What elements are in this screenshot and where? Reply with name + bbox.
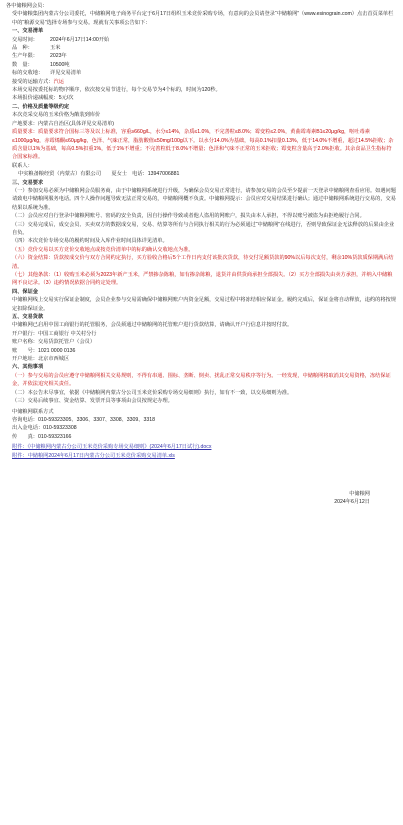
value-quantity: 10500吨: [50, 61, 70, 68]
intro-paragraph: 受中储粮集团内蒙古分公司委托，中储粮网电子商务平台定于6月17日组织玉米竞价采购专场，有意向的会员请登录“中储粮网”（www.esinograin.com）点击首页菜单栏中的“粮源交易”选择专场参与交易。现就有关事项公告如下：: [12, 11, 394, 26]
trade-req-2: （二）会员应对自行登录中储粮网账号、密码的安全负责，因自行操作导致或者他人盗用的网账户，损失由本人承担，不得以账号被盗为由拒绝履行合同。: [12, 213, 365, 220]
contact-label: 联系人：: [12, 162, 33, 169]
trade-req-1-label: （一）: [12, 187, 28, 194]
trade-list: [6, 36, 396, 86]
section-2-title: 二、价格及质量等级约定: [12, 103, 70, 110]
value-variety: 玉米: [50, 45, 61, 52]
bank-info: [6, 330, 396, 364]
section-6-title: 六、其他事项: [12, 364, 44, 371]
trade-req-3: （三）交易完成后，成交会员、买卖双方的数据成交易，交易、结算等所有与合同执行相关的行为必须通过“中储粮网”在线进行，否则导致保证金无法释放的后果由企业自负。: [12, 221, 395, 236]
other-item-2: （二）本公告未尽事宜，依据《中储粮网内蒙古分公司玉米竞价采购专场交易细则》执行，如有不一致，以交易细则为准。: [12, 389, 293, 396]
bank-line: 账户名称：交易货款托管户（会员）: [12, 339, 96, 346]
trade-req-4: （四）本次竞价专场交易的履约时间及入库作业时间具体详见清单。: [12, 238, 168, 245]
quality-requirement: 质量要求：质量要求符合国标三等及以上标准，容重≥660g/L，水分≤14%，杂质≤1.0%，不完善粒≤8.0%；霉变粒≤2.0%，黄曲霉毒素B1≤20μg/kg，呕吐毒素≤1000μg/kg，赤霉烯酮≤60μg/kg，色泽、气味正常，脂肪酸值≤50mg/100g以下。以水分14.0%为基础，每高0.1%扣量0.13%，低于14.0%不增重，超过14.5%拒收；杂质含量以1%为基础，每高0.5%扣重1%，低于1%不增重；不完善粒低于8.0%不增量；色泽和气味不正常的玉米拒收；霉变粒含量高于2.0%拒收。其余食品卫生指标符合国家标准。: [12, 129, 394, 161]
deposit-paragraph: 中储粮网线上交易实行保证金制度，会员企业参与交易需确保中储粮网账户内资金足额，交易过程中将冻结相应保证金。履约完成后，保证金将自动释放，违约的将按规定扣除保证金。: [12, 297, 396, 312]
attachment-list-link[interactable]: 附件：中储粮网2024年6月17日内蒙古分公司玉米竞价采购交易清单.xls: [12, 452, 175, 459]
section-3-title: 三、交易要求: [12, 179, 44, 186]
section-1-title: 一、交易清单: [12, 28, 44, 35]
date: 2024年6月12日: [334, 499, 370, 506]
bank-line: 账 号：1021 0000 0136: [12, 347, 76, 354]
bank-line: 开户地址：北京市西城区: [12, 356, 70, 363]
trade-req-6: （六）资金结算：货款按成交价与双方合同约定执行，买方验收合格后5个工作日内支付该批次货款，待交付足额货款的90%以后每次支付，剩余10%货款质保期满后结清。: [12, 255, 394, 270]
attachment-rules-link[interactable]: 附件：《中储粮网内蒙古分公司玉米竞价采购专场交易细则》(2024年6月17日试行).docx: [12, 444, 212, 451]
label-quantity: 数 量：: [12, 61, 33, 68]
greeting: 各中储粮网会员：: [6, 3, 48, 9]
contact-section-title: 中储粮网联系方式: [12, 408, 54, 415]
label-year: 生产年限：: [12, 53, 38, 60]
value-transport: 汽运: [53, 78, 64, 85]
price-basis: 本次竞采交易的玉米价格为敞装到库价: [12, 112, 101, 119]
label-variety: 品 种：: [12, 45, 33, 52]
rule-order: 本场交易按委托标的物序顺序，依次按交易节进行，每个交易节为4个标的，时间为120秒。: [12, 87, 221, 94]
signature: 中储粮网: [349, 490, 370, 497]
section-4-title: 四、保证金: [12, 288, 38, 295]
contact-line: 咨询电话：010-59323305、3306、3307、3308、3309、3318: [12, 416, 156, 423]
origin-requirement: 产地要求：内蒙古自治区(具体详见交易清单): [12, 120, 115, 127]
contact-person: 中实粮备粮经贸（内蒙古）有限公司 夏女士 电话：13947006881: [18, 171, 180, 178]
contact-line: 出入金电话：010-59323308: [12, 425, 77, 432]
rule-decrement: 本场报价递减幅度：5元/次: [12, 95, 74, 102]
value-trade-time: 2024年6月17日14:00开始: [50, 36, 110, 43]
trade-req-5: （五）竞价交易以买方竞价交收地点或按竞价清单中的标的确认交收地点为准。: [12, 246, 194, 253]
bank-line: 开户银行：中国工商银行 中关村分行: [12, 330, 97, 337]
section-5-title: 五、交易货款: [12, 314, 44, 321]
other-item-1: （一）参与交易的会员应遵守中储粮网相关交易规则，不得有串通、围标、垄断、倒卖、扰乱正常交易秩序等行为。一经发现，中储粮网将取消其交易资格，冻结保证金，并依法追究相关责任。: [12, 372, 391, 388]
value-delivery-place: 详见交易清单: [50, 70, 82, 77]
contact-line: 传 真：010-59323166: [12, 433, 72, 440]
payment-paragraph: 中储粮网已启用中国工商银行的托管服务，会员须通过中储粮网的托管账户进行货款结算，请确认开户行信息并按时付款。: [12, 322, 293, 329]
value-year: 2023年: [50, 53, 67, 60]
other-item-3: （三）交易后续事宜、资金结算、发票开具等事项由会员按规定办理。: [12, 398, 173, 405]
trade-req-1-text: 参加交易必须为中储粮网会员服务商，由于中储粮网系统进行升级，为确保会员交易正常进行，请参加交易的会员至少提前一天登录中储粮网查看应用。如遇问题请致电中储粮网服务电话。四个人操作问题导致无法正常交易的，中储粮网概不负责。中储粮网提示：会员应对交易结果进行确认；通过中储粮网系统进行交易的，交易结果以系统为准。: [12, 187, 396, 211]
trade-req-1: [6, 187, 396, 212]
label-trade-time: 交易时间：: [12, 36, 38, 43]
trade-req-7: （七）其他条款：（1）收购玉米必须为2023年新产玉米，严禁掺杂陈粮，如有掺杂陈粮，退货并由供货商承担全部损失。（2）买方全部损失由卖方承担，并纳入中储粮网不良记录。（3）违约情况依据合同约定处理。: [12, 272, 393, 287]
label-transport: 接受的运输方式：: [12, 78, 54, 85]
contact-list: [6, 416, 396, 441]
label-delivery-place: 标的交收地：: [12, 70, 44, 77]
